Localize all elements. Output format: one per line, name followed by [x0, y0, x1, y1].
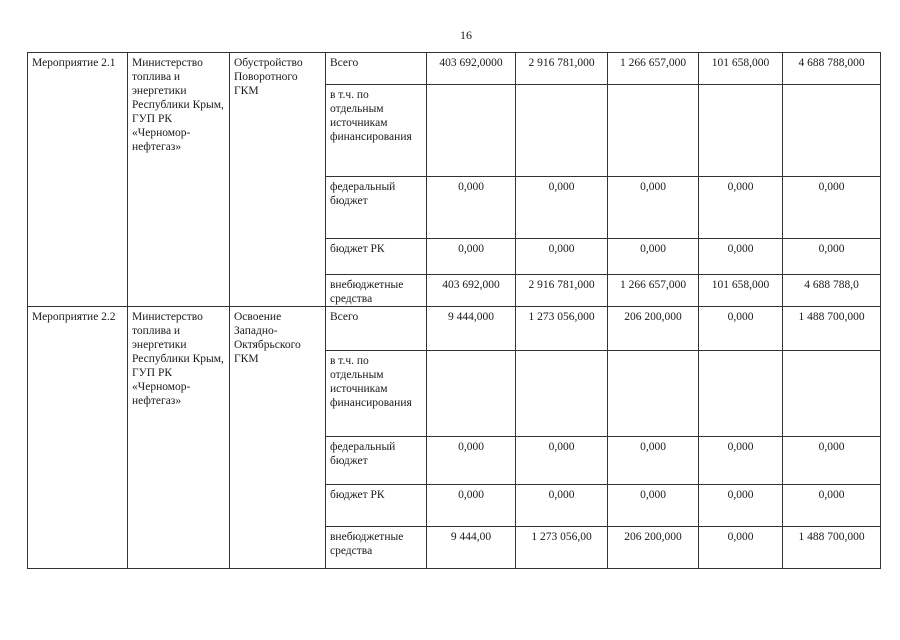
total-cell: 4 688 788,000 — [783, 53, 881, 85]
value-cell — [427, 85, 516, 177]
total-cell: 0,000 — [783, 437, 881, 485]
value-cell: 0,000 — [608, 485, 699, 527]
value-cell: 9 444,000 — [427, 307, 516, 351]
value-cell: 1 266 657,000 — [608, 275, 699, 307]
value-cell: 0,000 — [608, 239, 699, 275]
value-cell: 2 916 781,000 — [516, 275, 608, 307]
table-row — [28, 307, 881, 351]
value-cell: 206 200,000 — [608, 527, 699, 569]
value-cell: 2 916 781,000 — [516, 53, 608, 85]
source-label: в т.ч. по отдельным источникам финансирования — [326, 351, 427, 437]
value-cell: 101 658,000 — [699, 275, 783, 307]
source-label: внебюджетные средства — [326, 527, 427, 569]
activity-name: Мероприятие 2.1 — [28, 53, 128, 307]
value-cell: 1 266 657,000 — [608, 53, 699, 85]
source-label: внебюджетные средства — [326, 275, 427, 307]
value-cell: 101 658,000 — [699, 53, 783, 85]
source-label: Всего — [326, 53, 427, 85]
value-cell: 0,000 — [608, 437, 699, 485]
source-label: федеральный бюджет — [326, 177, 427, 239]
value-cell — [427, 351, 516, 437]
source-label: бюджет РК — [326, 485, 427, 527]
total-cell — [783, 351, 881, 437]
value-cell: 0,000 — [516, 177, 608, 239]
total-cell: 4 688 788,0 — [783, 275, 881, 307]
activity-name: Мероприятие 2.2 — [28, 307, 128, 569]
value-cell: 0,000 — [516, 239, 608, 275]
value-cell: 0,000 — [427, 239, 516, 275]
total-cell: 0,000 — [783, 177, 881, 239]
source-label: Всего — [326, 307, 427, 351]
value-cell: 206 200,000 — [608, 307, 699, 351]
value-cell: 0,000 — [699, 177, 783, 239]
value-cell: 0,000 — [699, 307, 783, 351]
total-cell: 0,000 — [783, 485, 881, 527]
total-cell: 0,000 — [783, 239, 881, 275]
value-cell: 0,000 — [516, 485, 608, 527]
value-cell: 403 692,0000 — [427, 53, 516, 85]
value-cell — [516, 85, 608, 177]
page-number: 16 — [460, 28, 472, 42]
object-cell: Обустройство Поворотного ГКМ — [230, 53, 326, 307]
value-cell: 0,000 — [699, 239, 783, 275]
budget-table — [27, 52, 881, 569]
executor-cell: Министерство топлива и энергетики Республики Крым, ГУП РК «Черномор-нефтегаз» — [128, 53, 230, 307]
total-cell: 1 488 700,000 — [783, 307, 881, 351]
value-cell: 0,000 — [699, 437, 783, 485]
source-label: бюджет РК — [326, 239, 427, 275]
value-cell — [699, 351, 783, 437]
table-row — [28, 53, 881, 85]
value-cell: 0,000 — [427, 177, 516, 239]
value-cell: 1 273 056,000 — [516, 307, 608, 351]
value-cell — [608, 351, 699, 437]
source-label: в т.ч. по отдельным источникам финансирования — [326, 85, 427, 177]
value-cell: 403 692,000 — [427, 275, 516, 307]
value-cell: 0,000 — [608, 177, 699, 239]
value-cell: 0,000 — [516, 437, 608, 485]
value-cell — [699, 85, 783, 177]
value-cell — [516, 351, 608, 437]
executor-cell: Министерство топлива и энергетики Республики Крым, ГУП РК «Черномор-нефтегаз» — [128, 307, 230, 569]
value-cell: 9 444,00 — [427, 527, 516, 569]
value-cell: 0,000 — [427, 437, 516, 485]
total-cell — [783, 85, 881, 177]
value-cell: 0,000 — [699, 485, 783, 527]
value-cell — [608, 85, 699, 177]
value-cell: 0,000 — [699, 527, 783, 569]
object-cell: Освоение Западно-Октябрьского ГКМ — [230, 307, 326, 569]
value-cell: 1 273 056,00 — [516, 527, 608, 569]
total-cell: 1 488 700,000 — [783, 527, 881, 569]
value-cell: 0,000 — [427, 485, 516, 527]
source-label: федеральный бюджет — [326, 437, 427, 485]
